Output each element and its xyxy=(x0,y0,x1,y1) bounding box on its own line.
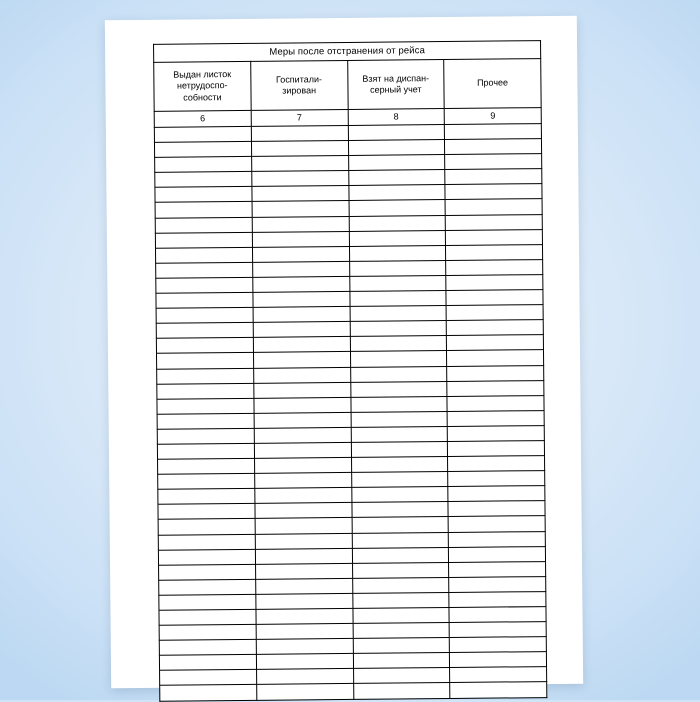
table-body xyxy=(154,41,542,128)
table-cell-col4[interactable] xyxy=(449,637,546,653)
table-cell-col4[interactable] xyxy=(448,456,545,472)
table-cell-col1[interactable] xyxy=(156,307,253,323)
column-header-4-line-1: Прочее xyxy=(477,77,509,88)
table-cell-col3[interactable] xyxy=(353,623,450,639)
table-cell-col3[interactable] xyxy=(350,396,447,412)
table-cell-col3[interactable] xyxy=(353,683,450,699)
table-cell-col2[interactable] xyxy=(254,397,351,413)
table-cell-col3[interactable] xyxy=(353,668,450,684)
table-cell-col4[interactable] xyxy=(447,395,544,411)
table-cell-col4[interactable] xyxy=(450,667,547,683)
table-cell-col1[interactable] xyxy=(158,474,255,490)
table-cell-col4[interactable] xyxy=(446,244,543,260)
table-cell-col2[interactable] xyxy=(254,442,351,458)
table-cell-col1[interactable] xyxy=(160,670,257,686)
column-number-1: 6 xyxy=(154,110,251,127)
table-cell-col2[interactable] xyxy=(255,503,352,519)
table-cell-col3[interactable] xyxy=(352,562,449,578)
table-cell-col2[interactable] xyxy=(256,684,353,700)
table-cell-col3[interactable] xyxy=(353,653,450,669)
table-cell-col2[interactable] xyxy=(253,322,350,338)
table-cell-col4[interactable] xyxy=(445,154,542,170)
table-cell-col2[interactable] xyxy=(255,518,352,534)
table-cell-col4[interactable] xyxy=(448,471,545,487)
table-cell-col2[interactable] xyxy=(251,141,348,157)
table-cell-col3[interactable] xyxy=(349,291,446,307)
table-cell-col4[interactable] xyxy=(446,229,543,245)
table-cell-col3[interactable] xyxy=(350,306,447,322)
table-cell-col1[interactable] xyxy=(158,504,255,520)
table-cell-col2[interactable] xyxy=(256,669,353,685)
table-cell-col3[interactable] xyxy=(349,275,446,291)
table-cell-col3[interactable] xyxy=(348,185,445,201)
table-cell-col1[interactable] xyxy=(159,655,256,671)
table-cell-col1[interactable] xyxy=(158,534,255,550)
table-cell-col1[interactable] xyxy=(156,338,253,354)
table-cell-col3[interactable] xyxy=(349,260,446,276)
table-cell-col3[interactable] xyxy=(352,608,449,624)
table-cell-col2[interactable] xyxy=(252,246,349,262)
table-cell-col4[interactable] xyxy=(445,214,542,230)
table-cell-col4[interactable] xyxy=(445,184,542,200)
paper-sheet-inner xyxy=(105,16,583,689)
table-cell-col3[interactable] xyxy=(352,592,449,608)
table-cell-col4[interactable] xyxy=(450,652,547,668)
table-cell-col2[interactable] xyxy=(256,624,353,640)
table-cell-col1[interactable] xyxy=(157,443,254,459)
table-cell-col2[interactable] xyxy=(252,216,349,232)
table-cell-col2[interactable] xyxy=(256,593,353,609)
table-cell-col4[interactable] xyxy=(450,682,547,698)
table-cell-col2[interactable] xyxy=(253,276,350,292)
table-cell-col4[interactable] xyxy=(449,591,546,607)
table-cell-col4[interactable] xyxy=(447,410,544,426)
measures-table xyxy=(153,40,547,701)
table-cell-col1[interactable] xyxy=(154,126,251,142)
table-cell-col2[interactable] xyxy=(251,125,348,141)
table-cell-col3[interactable] xyxy=(351,502,448,518)
column-header-2-line-1: Госпитали- xyxy=(275,73,323,85)
table-cell-col1[interactable] xyxy=(160,685,257,701)
column-number-2: 7 xyxy=(251,109,348,126)
table-cell-col4[interactable] xyxy=(449,546,546,562)
table-cell-col4[interactable] xyxy=(446,305,543,321)
table-cell-col3[interactable] xyxy=(348,125,445,141)
table-cell-col1[interactable] xyxy=(158,458,255,474)
table-cell-col1[interactable] xyxy=(155,172,252,188)
table-cell-col1[interactable] xyxy=(155,157,252,173)
paper-sheet xyxy=(105,16,583,689)
table-header-row xyxy=(154,59,541,112)
table-cell-col1[interactable] xyxy=(155,217,252,233)
table-cell-col4[interactable] xyxy=(445,199,542,215)
column-header-2-line-2: зирован xyxy=(282,85,317,96)
table-cell-col4[interactable] xyxy=(446,259,543,275)
table-cell-col4[interactable] xyxy=(449,607,546,623)
table-cell-col4[interactable] xyxy=(448,516,545,532)
table-cell-col3[interactable] xyxy=(348,170,445,186)
table-cell-col1[interactable] xyxy=(159,579,256,595)
table-cell-col4[interactable] xyxy=(447,380,544,396)
column-header-2 xyxy=(250,60,347,110)
table-cell-col2[interactable] xyxy=(252,171,349,187)
table-cell-col2[interactable] xyxy=(255,488,352,504)
table-cell-col2[interactable] xyxy=(254,458,351,474)
column-header-4 xyxy=(444,59,541,109)
table-cell-col4[interactable] xyxy=(447,425,544,441)
table-cell-col3[interactable] xyxy=(348,140,445,156)
table-cell-col1[interactable] xyxy=(155,232,252,248)
table-cell-col2[interactable] xyxy=(254,382,351,398)
table-cell-col2[interactable] xyxy=(255,578,352,594)
table-cell-col2[interactable] xyxy=(253,367,350,383)
table-cell-col4[interactable] xyxy=(446,275,543,291)
table-cell-col1[interactable] xyxy=(155,247,252,263)
table-cell-col4[interactable] xyxy=(445,169,542,185)
table-cell-col2[interactable] xyxy=(255,548,352,564)
table-cell-col3[interactable] xyxy=(349,200,446,216)
table-cell-col3[interactable] xyxy=(350,366,447,382)
table-cell-col1[interactable] xyxy=(159,609,256,625)
table-cell-col3[interactable] xyxy=(351,487,448,503)
table-cell-col1[interactable] xyxy=(155,202,252,218)
table-cell-col4[interactable] xyxy=(447,335,544,351)
table-cell-col3[interactable] xyxy=(349,245,446,261)
column-header-1-line-2: нетрудоспо- xyxy=(176,80,228,91)
table-cell-col1[interactable] xyxy=(154,141,251,157)
table-title: Меры после отстранения от рейса xyxy=(154,41,541,63)
table-cell-col3[interactable] xyxy=(351,441,448,457)
table-cell-col1[interactable] xyxy=(159,640,256,656)
table-cell-col3[interactable] xyxy=(351,472,448,488)
table-cell-col2[interactable] xyxy=(254,412,351,428)
table-cell-col1[interactable] xyxy=(157,368,254,384)
table-cell-col2[interactable] xyxy=(255,533,352,549)
table-cell-col4[interactable] xyxy=(448,501,545,517)
table-cell-col3[interactable] xyxy=(350,381,447,397)
table-cell-col1[interactable] xyxy=(158,549,255,565)
table-cell-col3[interactable] xyxy=(352,577,449,593)
table-cell-col1[interactable] xyxy=(156,323,253,339)
table-row[interactable] xyxy=(160,682,547,701)
table-cell-col1[interactable] xyxy=(156,262,253,278)
table-cell-col2[interactable] xyxy=(252,201,349,217)
table-cell-col2[interactable] xyxy=(256,639,353,655)
column-header-3-line-2: серный учет xyxy=(370,84,422,95)
table-cell-col3[interactable] xyxy=(348,155,445,171)
table-cell-col3[interactable] xyxy=(349,230,446,246)
table-cell-col4[interactable] xyxy=(445,139,542,155)
table-cell-col3[interactable] xyxy=(353,638,450,654)
table-cell-col3[interactable] xyxy=(352,532,449,548)
table-cell-col1[interactable] xyxy=(159,564,256,580)
table-cell-col1[interactable] xyxy=(158,489,255,505)
table-cell-col3[interactable] xyxy=(351,411,448,427)
table-cell-col2[interactable] xyxy=(254,427,351,443)
table-cell-col1[interactable] xyxy=(155,187,252,203)
table-cell-col4[interactable] xyxy=(448,486,545,502)
table-cell-col2[interactable] xyxy=(256,608,353,624)
table-cell-col1[interactable] xyxy=(156,292,253,308)
table-cell-col4[interactable] xyxy=(446,320,543,336)
table-cell-col1[interactable] xyxy=(158,519,255,535)
table-cell-col1[interactable] xyxy=(157,428,254,444)
table-cell-col2[interactable] xyxy=(253,307,350,323)
table-cell-col4[interactable] xyxy=(448,441,545,457)
table-cell-col3[interactable] xyxy=(349,215,446,231)
table-cell-col4[interactable] xyxy=(448,531,545,547)
table-cell-col1[interactable] xyxy=(157,413,254,429)
table-cell-col1[interactable] xyxy=(157,398,254,414)
table-cell-col2[interactable] xyxy=(255,563,352,579)
table-cell-col4[interactable] xyxy=(447,365,544,381)
table-cell-col3[interactable] xyxy=(350,336,447,352)
table-cell-col3[interactable] xyxy=(351,426,448,442)
table-cell-col2[interactable] xyxy=(253,291,350,307)
column-header-1-line-1: Выдан листок xyxy=(173,68,232,80)
table-empty-rows xyxy=(154,124,546,701)
table-cell-col3[interactable] xyxy=(350,321,447,337)
column-number-3: 8 xyxy=(348,109,445,126)
table-cell-col2[interactable] xyxy=(256,654,353,670)
table-cell-col2[interactable] xyxy=(253,352,350,368)
table-cell-col3[interactable] xyxy=(351,457,448,473)
table-cell-col3[interactable] xyxy=(352,547,449,563)
table-cell-col4[interactable] xyxy=(449,561,546,577)
table-cell-col4[interactable] xyxy=(449,622,546,638)
table-cell-col1[interactable] xyxy=(159,594,256,610)
table-cell-col4[interactable] xyxy=(445,124,542,140)
table-cell-col1[interactable] xyxy=(157,383,254,399)
column-header-3-line-1: Взят на диспан- xyxy=(362,72,430,84)
table-cell-col3[interactable] xyxy=(350,351,447,367)
column-number-4: 9 xyxy=(444,108,541,125)
table-cell-col1[interactable] xyxy=(156,277,253,293)
table-cell-col1[interactable] xyxy=(159,624,256,640)
table-cell-col4[interactable] xyxy=(447,350,544,366)
table-cell-col2[interactable] xyxy=(252,186,349,202)
column-header-1-line-3: собности xyxy=(183,91,222,103)
column-header-3 xyxy=(347,60,444,110)
table-cell-col2[interactable] xyxy=(253,337,350,353)
table-cell-col1[interactable] xyxy=(157,353,254,369)
table-cell-col4[interactable] xyxy=(449,576,546,592)
table-cell-col2[interactable] xyxy=(252,261,349,277)
table-cell-col3[interactable] xyxy=(352,517,449,533)
table-cell-col2[interactable] xyxy=(251,156,348,172)
table-cell-col2[interactable] xyxy=(252,231,349,247)
table-cell-col2[interactable] xyxy=(254,473,351,489)
table-cell-col4[interactable] xyxy=(446,290,543,306)
column-header-1 xyxy=(154,61,251,111)
